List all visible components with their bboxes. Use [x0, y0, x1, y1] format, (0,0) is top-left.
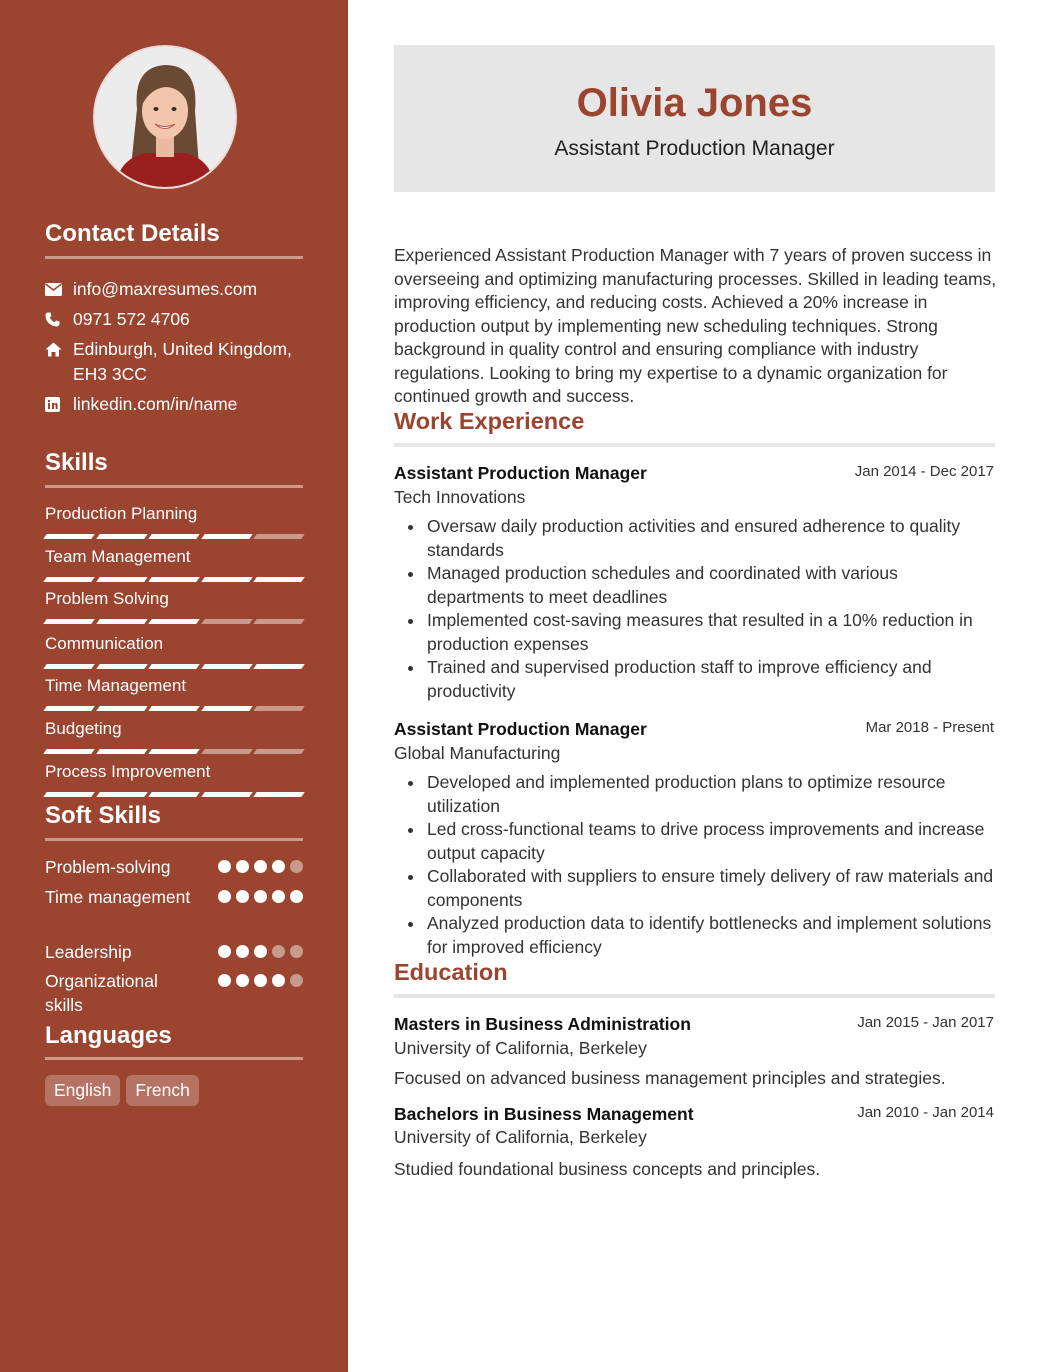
job-bullet: Managed production schedules and coordinated with various departments to meet deadlines — [394, 562, 994, 609]
soft-skill-item — [45, 885, 303, 909]
languages-heading: Languages — [45, 1022, 172, 1049]
skill-item — [45, 718, 303, 754]
education-description: Focused on advanced business management principles and strategies. — [394, 1068, 946, 1088]
rating-dot — [218, 945, 231, 958]
rating-dot — [290, 890, 303, 903]
rating-dot — [254, 974, 267, 987]
address-text: Edinburgh, United Kingdom, EH3 3CC — [73, 339, 292, 384]
skills-divider — [45, 485, 303, 488]
rating-dot — [218, 860, 231, 873]
soft-skill-name: Problem-solving — [45, 857, 171, 877]
job-bullet: Led cross-functional teams to drive process improvements and increase output capacity — [394, 818, 994, 865]
languages-divider — [45, 1057, 303, 1060]
contact-divider — [45, 256, 303, 259]
skill-level-segment — [201, 619, 252, 624]
job-bullets — [394, 771, 994, 959]
skill-level-segment — [254, 619, 305, 624]
contact-phone — [45, 307, 305, 332]
skill-level-segment — [148, 619, 199, 624]
summary-text: Experienced Assistant Production Manager with 7 years of proven success in overseeing and optimizing manufacturing processes. Skilled in leading teams, improving efficiency, and reducing costs. Achieved a 20% increase in production output by implementing new scheduling techniques. Strong background in quality control and ensuring compliance with industry regulations. Looking to bring my expertise to a dynamic organization for continued growth and success. — [394, 245, 997, 406]
skill-level-segment — [254, 534, 305, 539]
skill-level-segment — [254, 749, 305, 754]
skill-level-segment — [43, 792, 94, 797]
language-tag: English — [45, 1075, 120, 1106]
soft-skill-name: Time management — [45, 887, 191, 907]
skill-level-segment — [43, 619, 94, 624]
rating-dot — [272, 974, 285, 987]
skill-level-segment — [148, 706, 199, 711]
linkedin-link[interactable]: linkedin.com/in/name — [73, 394, 238, 414]
skill-level-segment — [148, 664, 199, 669]
job-bullet: Analyzed production data to identify bottlenecks and implement solutions for improved efficiency — [394, 912, 994, 959]
degree-title: Masters in Business Administration — [394, 1014, 691, 1034]
skill-level-segment — [43, 706, 94, 711]
education-divider — [394, 994, 995, 998]
job-bullet: Developed and implemented production plans to optimize resource utilization — [394, 771, 994, 818]
candidate-title: Assistant Production Manager — [554, 137, 835, 160]
skill-level-segment — [254, 664, 305, 669]
soft-skill-item — [45, 969, 303, 1017]
skill-level-bar — [45, 619, 303, 624]
job-title: Assistant Production Manager — [394, 719, 647, 739]
skill-level-segment — [148, 792, 199, 797]
contact-linkedin — [45, 392, 305, 417]
skill-level-bar — [45, 664, 303, 669]
skill-level-segment — [96, 749, 147, 754]
rating-dot — [236, 860, 249, 873]
skill-level-segment — [148, 577, 199, 582]
skill-level-segment — [96, 664, 147, 669]
skill-level-segment — [201, 749, 252, 754]
degree-title: Bachelors in Business Management — [394, 1104, 694, 1124]
phone-number: 0971 572 4706 — [73, 309, 190, 329]
soft-skill-item — [45, 940, 303, 964]
rating-dot — [272, 890, 285, 903]
skill-name: Communication — [45, 634, 164, 653]
skill-level-segment — [254, 706, 305, 711]
soft-skill-rating — [218, 969, 303, 1017]
skill-level-segment — [43, 749, 94, 754]
skill-level-bar — [45, 792, 303, 797]
skill-item — [45, 546, 303, 582]
skill-level-segment — [254, 577, 305, 582]
job-dates: Jan 2014 - Dec 2017 — [854, 463, 994, 480]
rating-dot — [290, 860, 303, 873]
job-bullet: Implemented cost-saving measures that resulted in a 10% reduction in production expenses — [394, 609, 994, 656]
skill-name: Budgeting — [45, 719, 122, 738]
language-tag: French — [126, 1075, 198, 1106]
header-box — [394, 45, 995, 192]
rating-dot — [236, 890, 249, 903]
email-link[interactable]: info@maxresumes.com — [73, 279, 258, 299]
job-title: Assistant Production Manager — [394, 463, 647, 483]
skill-level-bar — [45, 534, 303, 539]
skill-level-segment — [201, 577, 252, 582]
profile-photo — [95, 47, 235, 187]
rating-dot — [218, 890, 231, 903]
education-description: Studied foundational business concepts and principles. — [394, 1159, 821, 1179]
skill-level-segment — [96, 534, 147, 539]
skill-level-segment — [96, 577, 147, 582]
education-dates: Jan 2015 - Jan 2017 — [857, 1014, 994, 1031]
job-bullet: Collaborated with suppliers to ensure timely delivery of raw materials and components — [394, 865, 994, 912]
skill-level-segment — [201, 664, 252, 669]
sidebar — [0, 0, 348, 1372]
languages-list — [45, 1075, 199, 1106]
skill-level-segment — [201, 706, 252, 711]
rating-dot — [290, 974, 303, 987]
education-header — [394, 1012, 994, 1036]
soft-skill-name: Leadership — [45, 942, 132, 962]
rating-dot — [236, 974, 249, 987]
rating-dot — [254, 890, 267, 903]
contact-heading: Contact Details — [45, 220, 220, 247]
skill-level-segment — [201, 792, 252, 797]
school-name: University of California, Berkeley — [394, 1127, 647, 1147]
job-company: Global Manufacturing — [394, 743, 561, 763]
job-company: Tech Innovations — [394, 487, 526, 507]
skill-level-segment — [201, 534, 252, 539]
skill-item — [45, 503, 303, 539]
skill-level-segment — [43, 577, 94, 582]
skill-level-segment — [96, 619, 147, 624]
avatar — [93, 45, 237, 189]
skill-name: Process Improvement — [45, 762, 211, 781]
skill-level-bar — [45, 706, 303, 711]
job-header — [394, 461, 994, 485]
home-icon — [45, 337, 73, 362]
school-name: University of California, Berkeley — [394, 1038, 647, 1058]
skill-item — [45, 588, 303, 624]
work-divider — [394, 443, 995, 447]
soft-skills-heading: Soft Skills — [45, 802, 162, 829]
rating-dot — [254, 860, 267, 873]
skill-level-segment — [43, 534, 94, 539]
job-header — [394, 717, 994, 741]
skill-level-segment — [43, 664, 94, 669]
skill-name: Time Management — [45, 676, 187, 695]
rating-dot — [290, 945, 303, 958]
skill-name: Problem Solving — [45, 589, 169, 608]
soft-skill-item — [45, 855, 303, 879]
job-dates: Mar 2018 - Present — [865, 719, 994, 736]
job-bullet: Oversaw daily production activities and ensured adherence to quality standards — [394, 515, 994, 562]
skill-name: Team Management — [45, 547, 191, 566]
job-bullet: Trained and supervised production staff to improve efficiency and productivity — [394, 656, 994, 703]
work-experience-heading: Work Experience — [394, 408, 585, 434]
skill-item — [45, 761, 303, 797]
skill-level-segment — [148, 534, 199, 539]
soft-skill-rating — [218, 885, 303, 909]
education-heading: Education — [394, 959, 508, 985]
rating-dot — [218, 974, 231, 987]
soft-skills-divider — [45, 838, 303, 841]
skill-item — [45, 633, 303, 669]
skill-level-bar — [45, 749, 303, 754]
phone-icon — [45, 307, 73, 332]
contact-address — [45, 337, 305, 387]
skill-level-segment — [254, 792, 305, 797]
rating-dot — [272, 945, 285, 958]
skill-level-segment — [96, 792, 147, 797]
rating-dot — [254, 945, 267, 958]
skill-item — [45, 675, 303, 711]
rating-dot — [236, 945, 249, 958]
rating-dot — [272, 860, 285, 873]
soft-skill-rating — [218, 940, 303, 964]
skill-level-segment — [148, 749, 199, 754]
soft-skill-name: Organizational skills — [45, 971, 158, 1015]
contact-email — [45, 277, 305, 302]
education-dates: Jan 2010 - Jan 2014 — [857, 1104, 994, 1121]
skill-level-segment — [96, 706, 147, 711]
soft-skill-rating — [218, 855, 303, 879]
linkedin-icon — [45, 392, 73, 417]
candidate-name: Olivia Jones — [576, 81, 813, 125]
job-bullets — [394, 515, 994, 703]
education-header — [394, 1102, 994, 1126]
envelope-icon — [45, 277, 73, 302]
skills-heading: Skills — [45, 449, 108, 476]
skill-level-bar — [45, 577, 303, 582]
skill-name: Production Planning — [45, 504, 198, 523]
